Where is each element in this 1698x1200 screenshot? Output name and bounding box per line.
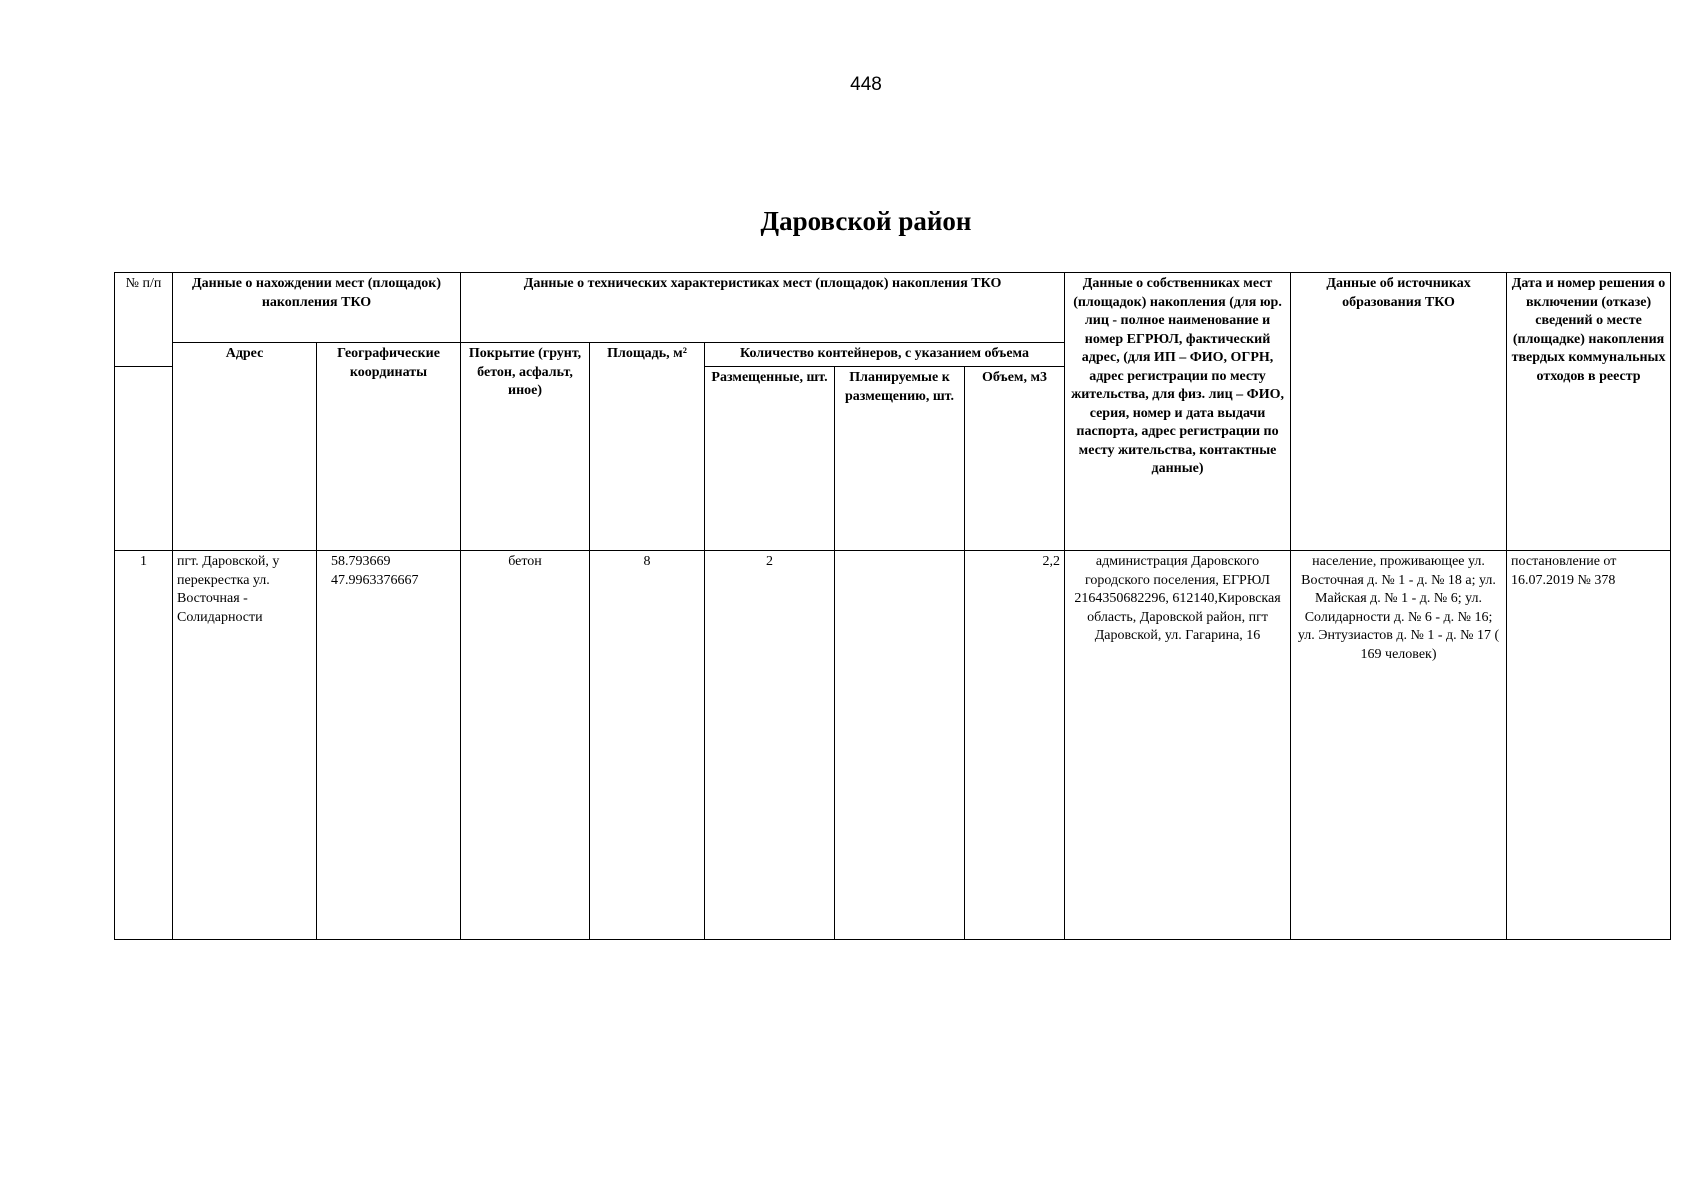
header-decision: Дата и номер решения о включении (отказе) сведений о месте (площадке) накопления твердых коммунальных отходов в реестр xyxy=(1507,273,1671,551)
header-placed: Размещенные, шт. xyxy=(705,367,835,551)
header-num-empty xyxy=(115,367,173,551)
header-owners: Данные о собственниках мест (площадок) накопления (для юр. лиц - полное наименование и номер ЕГРЮЛ, фактический адрес, (для ИП – ФИО, ОГРН, адрес регистрации по месту жительства, для физ. лиц – ФИО, серия, номер и дата выдачи паспорта, адрес регистрации по месту жительства, контактные данные) xyxy=(1065,273,1291,551)
header-area: Площадь, м² xyxy=(590,343,705,551)
header-planned: Планируемые к размещению, шт. xyxy=(835,367,965,551)
row-area: 8 xyxy=(590,551,705,940)
row-sources: население, проживающее ул. Восточная д. № 1 - д. № 18 а; ул. Майская д. № 1 - д. № 6; ул. Солидарности д. № 6 - д. № 16; ул. Энтузиастов д. № 1 - д. № 17 ( 169 человек) xyxy=(1291,551,1507,940)
header-location-group: Данные о нахождении мест (площадок) накопления ТКО xyxy=(173,273,461,343)
header-sources: Данные об источниках образования ТКО xyxy=(1291,273,1507,551)
header-num: № п/п xyxy=(115,273,173,367)
header-volume: Объем, м3 xyxy=(965,367,1065,551)
row-planned xyxy=(835,551,965,940)
row-decision: постановление от 16.07.2019 № 378 xyxy=(1507,551,1671,940)
row-address: пгт. Даровской, у перекрестка ул. Восточная - Солидарности xyxy=(173,551,317,940)
row-volume: 2,2 xyxy=(965,551,1065,940)
row-num: 1 xyxy=(115,551,173,940)
row-coords: 58.793669 47.9963376667 xyxy=(317,551,461,940)
table-row xyxy=(115,551,1671,940)
registry-table xyxy=(114,272,1671,940)
row-surface: бетон xyxy=(461,551,590,940)
page-number: 448 xyxy=(850,74,882,95)
header-address: Адрес xyxy=(173,343,317,551)
header-containers-group: Количество контейнеров, с указанием объема xyxy=(705,343,1065,367)
page-title: Даровской район xyxy=(760,206,972,236)
header-surface: Покрытие (грунт, бетон, асфальт, иное) xyxy=(461,343,590,551)
row-owner: администрация Даровского городского поселения, ЕГРЮЛ 2164350682296, 612140,Кировская область, Даровской район, пгт Даровской, ул. Гагарина, 16 xyxy=(1065,551,1291,940)
row-placed: 2 xyxy=(705,551,835,940)
header-tech-group: Данные о технических характеристиках мест (площадок) накопления ТКО xyxy=(461,273,1065,343)
header-coords: Географические координаты xyxy=(317,343,461,551)
